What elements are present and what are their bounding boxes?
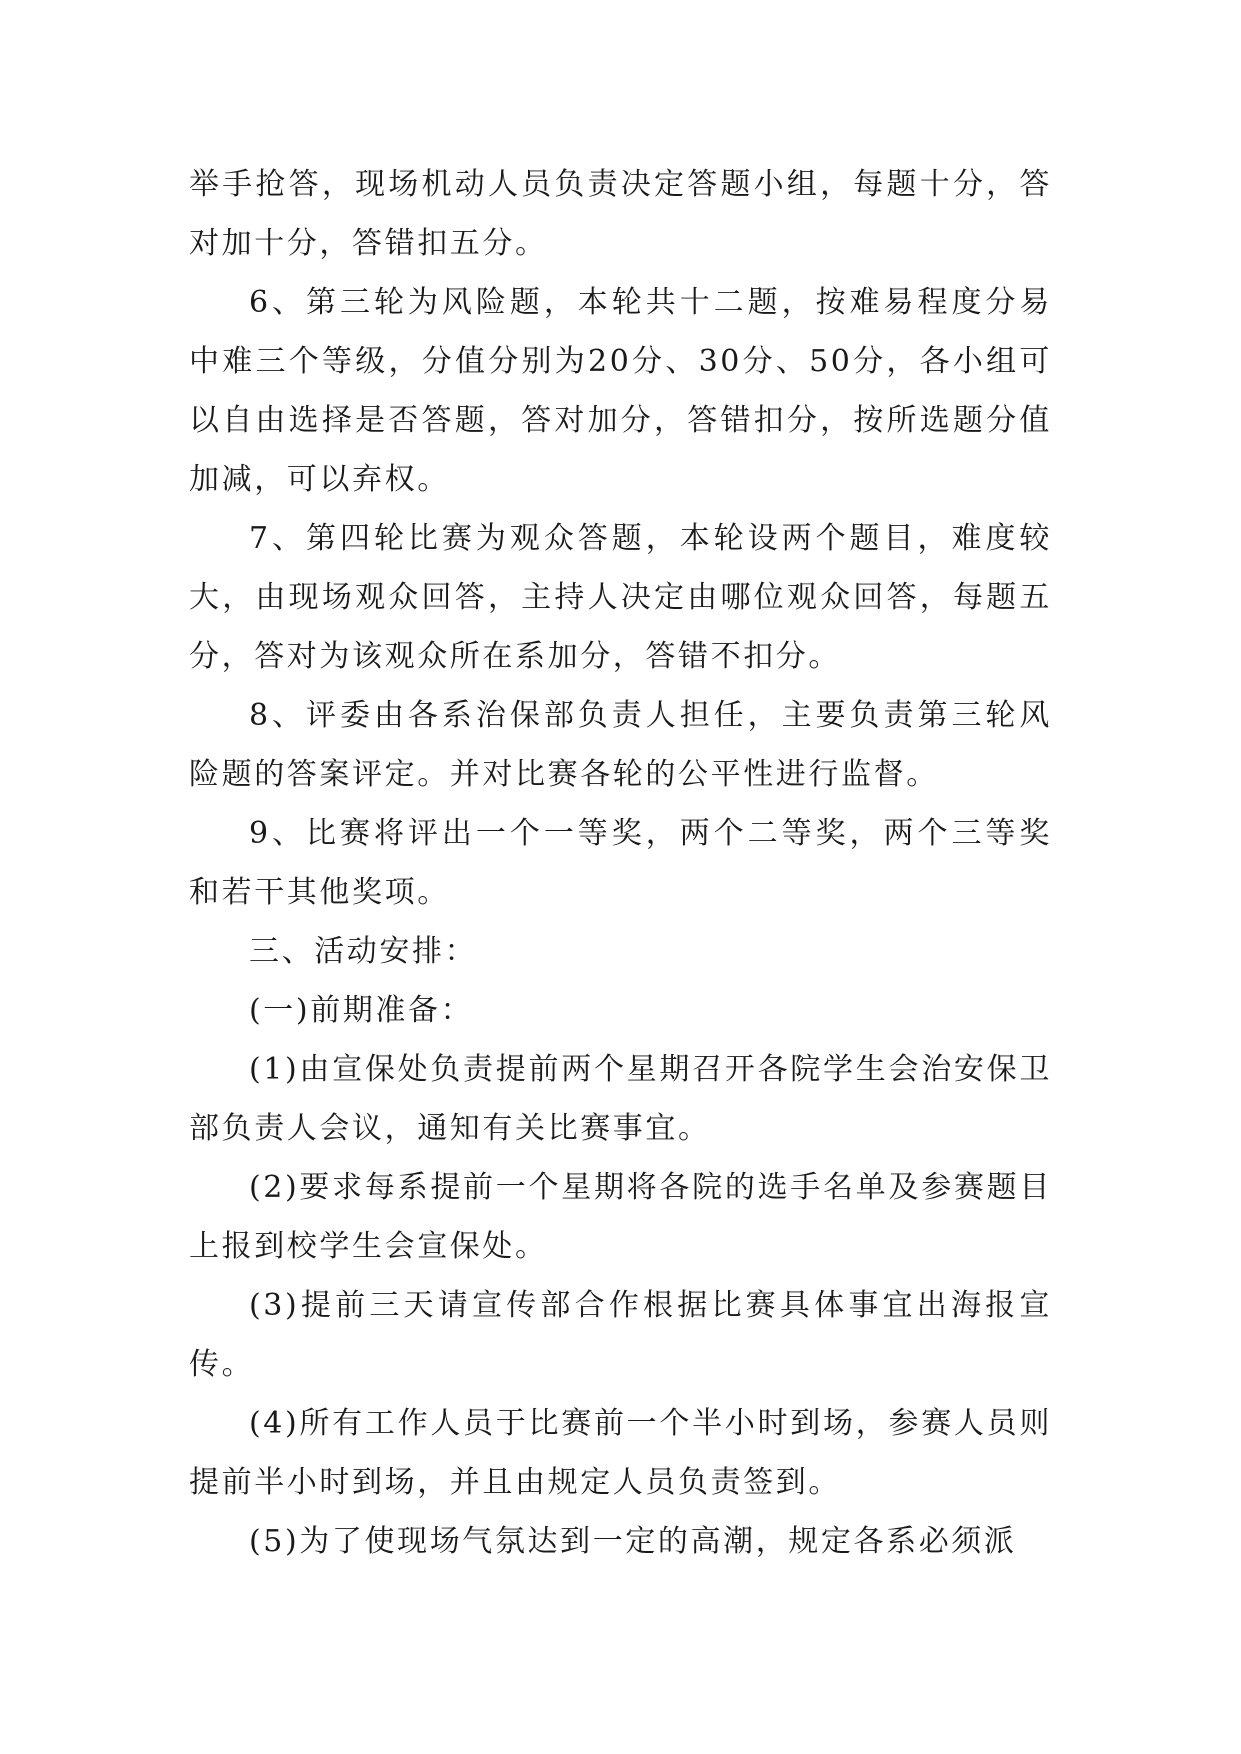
paragraph-prep-1: (1)由宣保处负责提前两个星期召开各院学生会治安保卫部负责人会议，通知有关比赛事宜。 xyxy=(189,1052,1052,1146)
paragraph-rule-6: 6、第三轮为风险题，本轮共十二题，按难易程度分易中难三个等级，分值分别为20分、30分、50分，各小组可以自由选择是否答题，答对加分，答错扣分，按所选题分值加减，可以弃权。 xyxy=(189,285,1052,497)
paragraph-prep-3: (3)提前三天请宣传部合作根据比赛具体事宜出海报宣传。 xyxy=(189,1288,1052,1382)
paragraph-prep-2: (2)要求每系提前一个星期将各院的选手名单及参赛题目上报到校学生会宣保处。 xyxy=(189,1170,1052,1264)
paragraph-rule-7: 7、第四轮比赛为观众答题，本轮设两个题目，难度较大，由现场观众回答，主持人决定由哪位观众回答，每题五分，答对为该观众所在系加分，答错不扣分。 xyxy=(189,521,1052,674)
paragraph-prep-5: (5)为了使现场气氛达到一定的高潮，规定各系必须派 xyxy=(249,1524,1017,1559)
paragraph-prep-4: (4)所有工作人员于比赛前一个半小时到场，参赛人员则提前半小时到场，并且由规定人员负责签到。 xyxy=(189,1406,1052,1500)
section-heading-activity-arrangement: 三、活动安排： xyxy=(249,934,478,969)
paragraph-continuation: 举手抢答，现场机动人员负责决定答题小组，每题十分，答对加十分，答错扣五分。 xyxy=(189,167,1052,261)
subsection-heading-preparation: (一)前期准备： xyxy=(249,993,474,1028)
document-body xyxy=(189,155,1052,1571)
paragraph-rule-8: 8、评委由各系治保部负责人担任，主要负责第三轮风险题的答案评定。并对比赛各轮的公平性进行监督。 xyxy=(189,698,1052,792)
paragraph-rule-9: 9、比赛将评出一个一等奖，两个二等奖，两个三等奖和若干其他奖项。 xyxy=(189,816,1052,910)
